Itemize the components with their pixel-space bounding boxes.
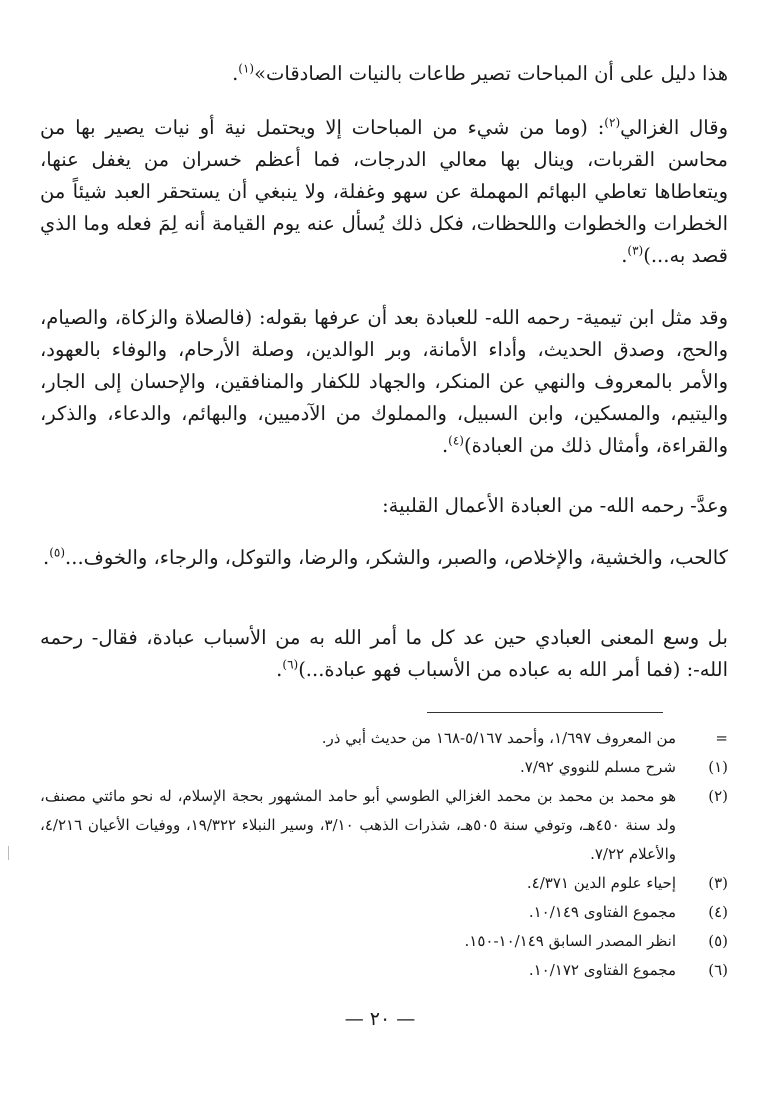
footnote-mark: (٤) bbox=[708, 903, 728, 921]
paragraph-2-tail: . bbox=[621, 244, 628, 267]
footnote-text: انظر المصدر السابق ١٠/١٤٩-١٥٠. bbox=[464, 932, 676, 950]
paragraph-1-text: هذا دليل على أن المباحات تصير طاعات بالنيات الصادقات» bbox=[254, 62, 728, 85]
paragraph-4 bbox=[40, 490, 728, 522]
paragraph-5 bbox=[40, 542, 728, 574]
footnote-mark: = bbox=[715, 729, 728, 747]
footnote-mark: (٣) bbox=[708, 874, 728, 892]
footnote-mark: (٦) bbox=[708, 961, 728, 979]
footnote-4 bbox=[40, 898, 728, 927]
paragraph-2-text: : (وما من شيء من المباحات إلا ويحتمل نية أو نيات يصير بها من محاسن القربات، وينال بها معالي الدرجات، فما أعظم خسران من يغفل عنها، ويتعاطاها تعاطي البهائم المهملة عن سهو وغفلة، ولا ينبغي أن يستحقر العبد شيئاً من الخطرات والخطوات واللحظات، فكل ذلك يُسأل عنه يوم القيامة أنه لِمَ فعله وما الذي قصد به...) bbox=[40, 116, 728, 267]
footnote-divider bbox=[427, 712, 663, 713]
paragraph-6 bbox=[40, 622, 728, 686]
footnote-mark: (١) bbox=[708, 758, 728, 776]
footnote-ref-2[interactable]: (٢) bbox=[604, 115, 621, 130]
paragraph-3-tail: . bbox=[441, 434, 449, 457]
footnote-ref-4[interactable]: (٤) bbox=[448, 433, 464, 448]
paragraph-3 bbox=[40, 302, 728, 462]
footnote-ref-3[interactable]: (٣) bbox=[627, 243, 644, 258]
footnote-3 bbox=[40, 869, 728, 898]
paragraph-6-text: بل وسع المعنى العبادي حين عد كل ما أمر الله به من الأسباب عبادة، فقال- رحمه الله-: (فما أمر الله به عباده من الأسباب فهو عبادة...) bbox=[40, 626, 728, 681]
footnotes bbox=[40, 724, 728, 985]
footnote-text: إحياء علوم الدين ٤/٣٧١. bbox=[526, 874, 676, 892]
footnote-5 bbox=[40, 927, 728, 956]
footnote-text: مجموع الفتاوى ١٠/١٤٩. bbox=[528, 903, 676, 921]
paragraph-2 bbox=[40, 112, 728, 272]
footnote-continued bbox=[40, 724, 728, 753]
footnote-text: شرح مسلم للنووي ٧/٩٢. bbox=[519, 758, 676, 776]
scan-mark bbox=[8, 846, 9, 860]
paragraph-6-tail: . bbox=[276, 658, 283, 681]
footnote-text: مجموع الفتاوى ١٠/١٧٢. bbox=[528, 961, 676, 979]
footnote-mark: (٢) bbox=[708, 787, 728, 805]
footnote-ref-1[interactable]: (١) bbox=[238, 61, 255, 76]
paragraph-3-text: وقد مثل ابن تيمية- رحمه الله- للعبادة بعد أن عرفها بقوله: (فالصلاة والزكاة، والصيام، والحج، وصدق الحديث، وأداء الأمانة، وبر الوالدين، وصلة الأرحام، والوفاء بالعهود، والأمر بالمعروف والنهي عن المنكر، والجهاد للكفار والمنافقين، والإحسان إلى الجار، واليتيم، والمسكين، وابن السبيل، والمملوك من الآدميين، والبهائم، والدعاء، والذكر، والقراءة، وأمثال ذلك من العبادة) bbox=[40, 306, 728, 457]
paragraph-5-tail: . bbox=[43, 546, 50, 569]
footnote-1 bbox=[40, 753, 728, 782]
paragraph-1-tail: . bbox=[232, 62, 239, 85]
paragraph-4-text: وعدَّ- رحمه الله- من العبادة الأعمال القلبية: bbox=[382, 494, 728, 517]
footnote-mark: (٥) bbox=[708, 932, 728, 950]
page-number: — ٢٠ — bbox=[344, 1008, 416, 1030]
paragraph-5-text: كالحب، والخشية، والإخلاص، والصبر، والشكر، والرضا، والتوكل، والرجاء، والخوف... bbox=[65, 546, 728, 569]
footnote-text: هو محمد بن محمد بن محمد الغزالي الطوسي أبو حامد المشهور بحجة الإسلام، له نحو مائتي مصنف، ولد سنة ٤٥٠هـ، وتوفي سنة ٥٠٥هـ، شذرات الذهب ٣/١٠، وسير النبلاء ١٩/٣٢٢، ووفيات الأعيان ٤/٢١٦، والأعلام ٧/٢٢. bbox=[40, 787, 676, 863]
footnote-2 bbox=[40, 782, 728, 869]
paragraph-2-lead: وقال الغزالي bbox=[620, 116, 728, 139]
paragraph-1 bbox=[40, 58, 728, 90]
footnote-6 bbox=[40, 956, 728, 985]
footnote-ref-6[interactable]: (٦) bbox=[282, 657, 299, 672]
footnote-text: من المعروف ١/٦٩٧، وأحمد ٥/١٦٧-١٦٨ من حديث أبي ذر. bbox=[321, 729, 676, 747]
footnote-ref-5[interactable]: (٥) bbox=[49, 545, 66, 560]
